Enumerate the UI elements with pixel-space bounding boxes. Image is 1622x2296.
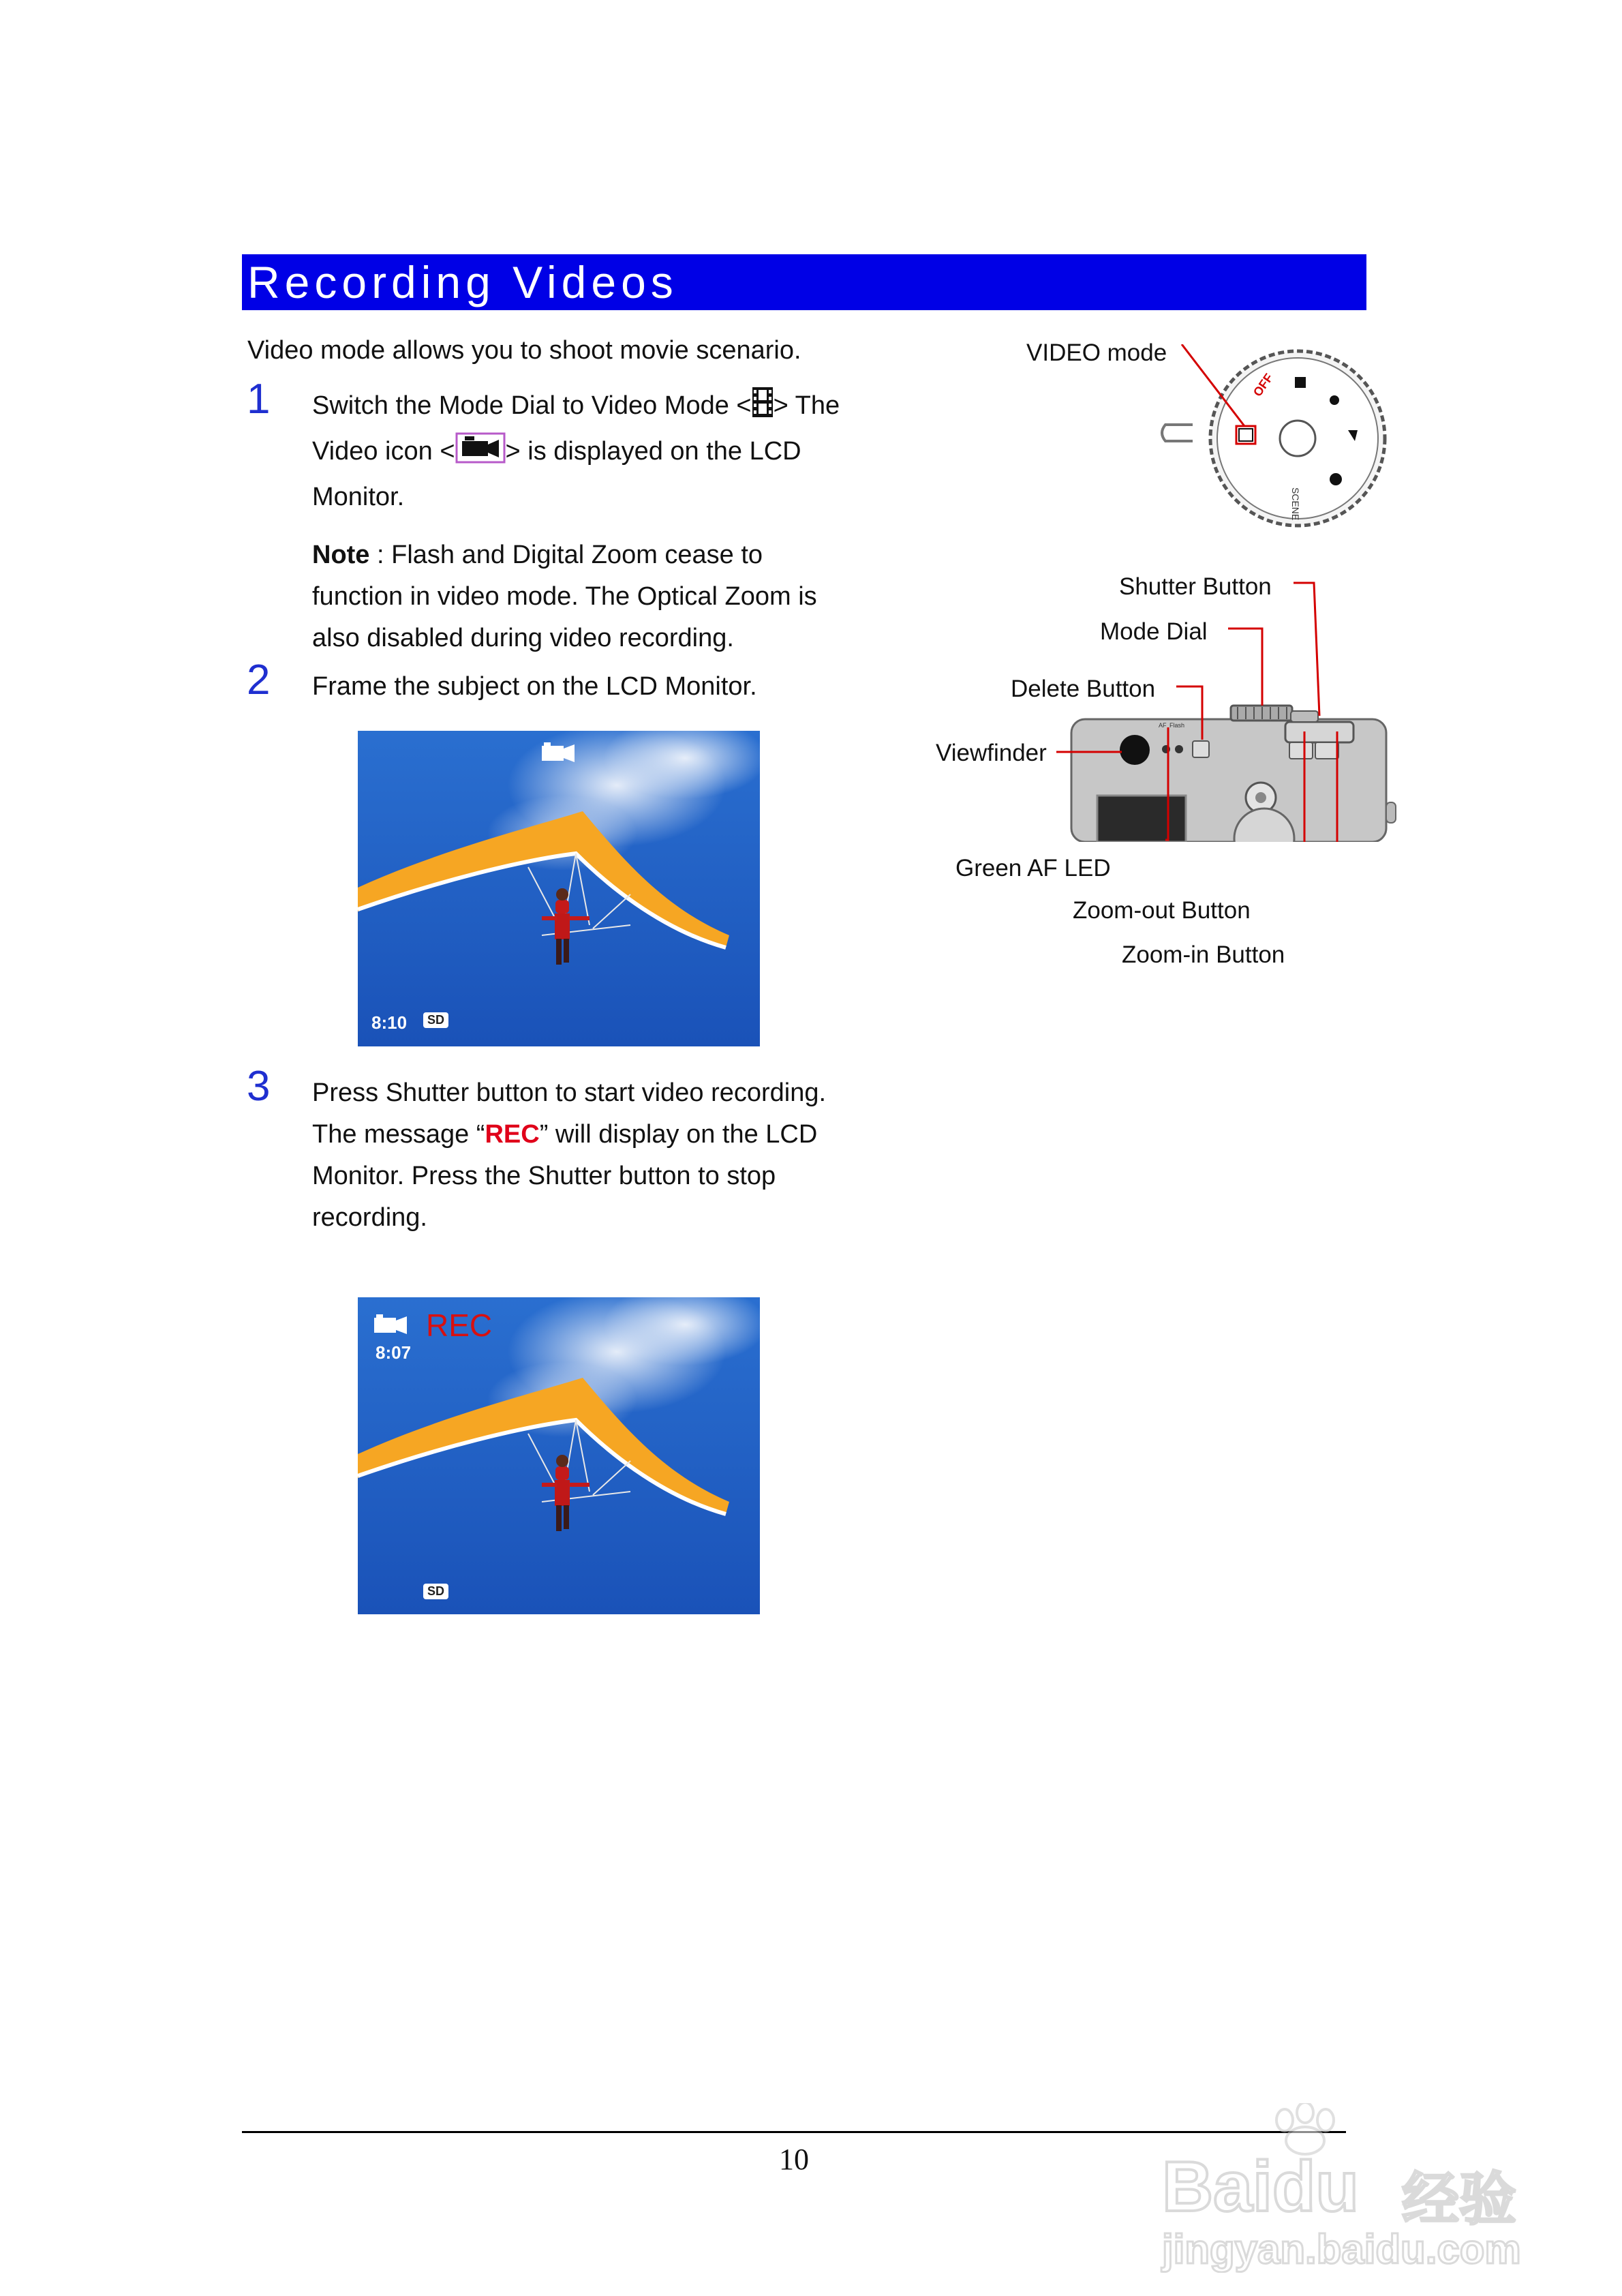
- zoom-in-button-label: Zoom-in Button: [1122, 941, 1285, 968]
- step-3-number: 3: [247, 1063, 271, 1110]
- step-1-number: 1: [247, 376, 271, 423]
- rec-keyword: REC: [485, 1120, 540, 1149]
- page-number: 10: [779, 2143, 809, 2176]
- section-title-bar: [242, 254, 1366, 310]
- dial-off-label: OFF: [1250, 371, 1276, 399]
- sd-card-badge: SD: [423, 1012, 448, 1028]
- af-tiny-label: AF: [1159, 722, 1167, 729]
- zoom-out-button-graphic: [1289, 742, 1313, 759]
- lcd-recording-image: [358, 1297, 760, 1614]
- viewfinder-label: Viewfinder: [936, 740, 1047, 766]
- intro-text: Video mode allows you to shoot movie scenario.: [247, 336, 801, 365]
- step-1-text: Switch the Mode Dial to Video Mode < > The Video icon < > is displayed on the LCD Monitor. Note : Flash and Digital Zoom cease to function in video mode. The Optical Zoom is also disabled during video recording.: [312, 385, 912, 659]
- note-label: Note: [312, 541, 370, 569]
- remaining-time: 8:10: [371, 1012, 408, 1033]
- brand-du: du: [1272, 2147, 1359, 2226]
- remaining-time: 8:07: [376, 1342, 412, 1363]
- video-camera-icon: [455, 432, 506, 477]
- camera-top-illustration: [1056, 576, 1404, 842]
- shutter-button-label: Shutter Button: [1119, 573, 1272, 600]
- section-title: Recording Videos: [247, 257, 678, 307]
- step-2-text: Frame the subject on the LCD Monitor.: [312, 672, 757, 701]
- mode-dial-illustration: [1152, 344, 1397, 535]
- sd-card-badge: SD: [423, 1584, 448, 1599]
- brand-bai: Bai: [1162, 2147, 1272, 2226]
- dial-video-mode-icon: [1239, 429, 1253, 441]
- mode-dial-label: Mode Dial: [1100, 618, 1208, 645]
- step-3-text: Press Shutter button to start video recording. The message “REC” will display on the LCD Monitor. Press the Shutter button to stop recording.: [312, 1078, 827, 1232]
- watermark-url: jingyan.baidu.com: [1162, 2226, 1521, 2272]
- flash-tiny-label: Flash: [1169, 722, 1185, 729]
- video-mode-label: VIDEO mode: [1026, 339, 1167, 366]
- delete-button-label: Delete Button: [1011, 676, 1156, 702]
- lcd-preview-image: [358, 731, 760, 1046]
- brand-jingyan: 经验: [1402, 2167, 1517, 2231]
- green-af-led-label: Green AF LED: [955, 855, 1111, 881]
- rec-indicator: REC: [426, 1308, 493, 1343]
- zoom-out-button-label: Zoom-out Button: [1073, 897, 1251, 924]
- step-2-number: 2: [247, 656, 271, 704]
- video-mode-icon: [752, 387, 774, 431]
- zoom-in-button-graphic: [1315, 742, 1338, 759]
- dial-scene-label: SCENE: [1290, 487, 1301, 521]
- delete-button-graphic: [1193, 741, 1209, 757]
- baidu-watermark: [1162, 2103, 1544, 2272]
